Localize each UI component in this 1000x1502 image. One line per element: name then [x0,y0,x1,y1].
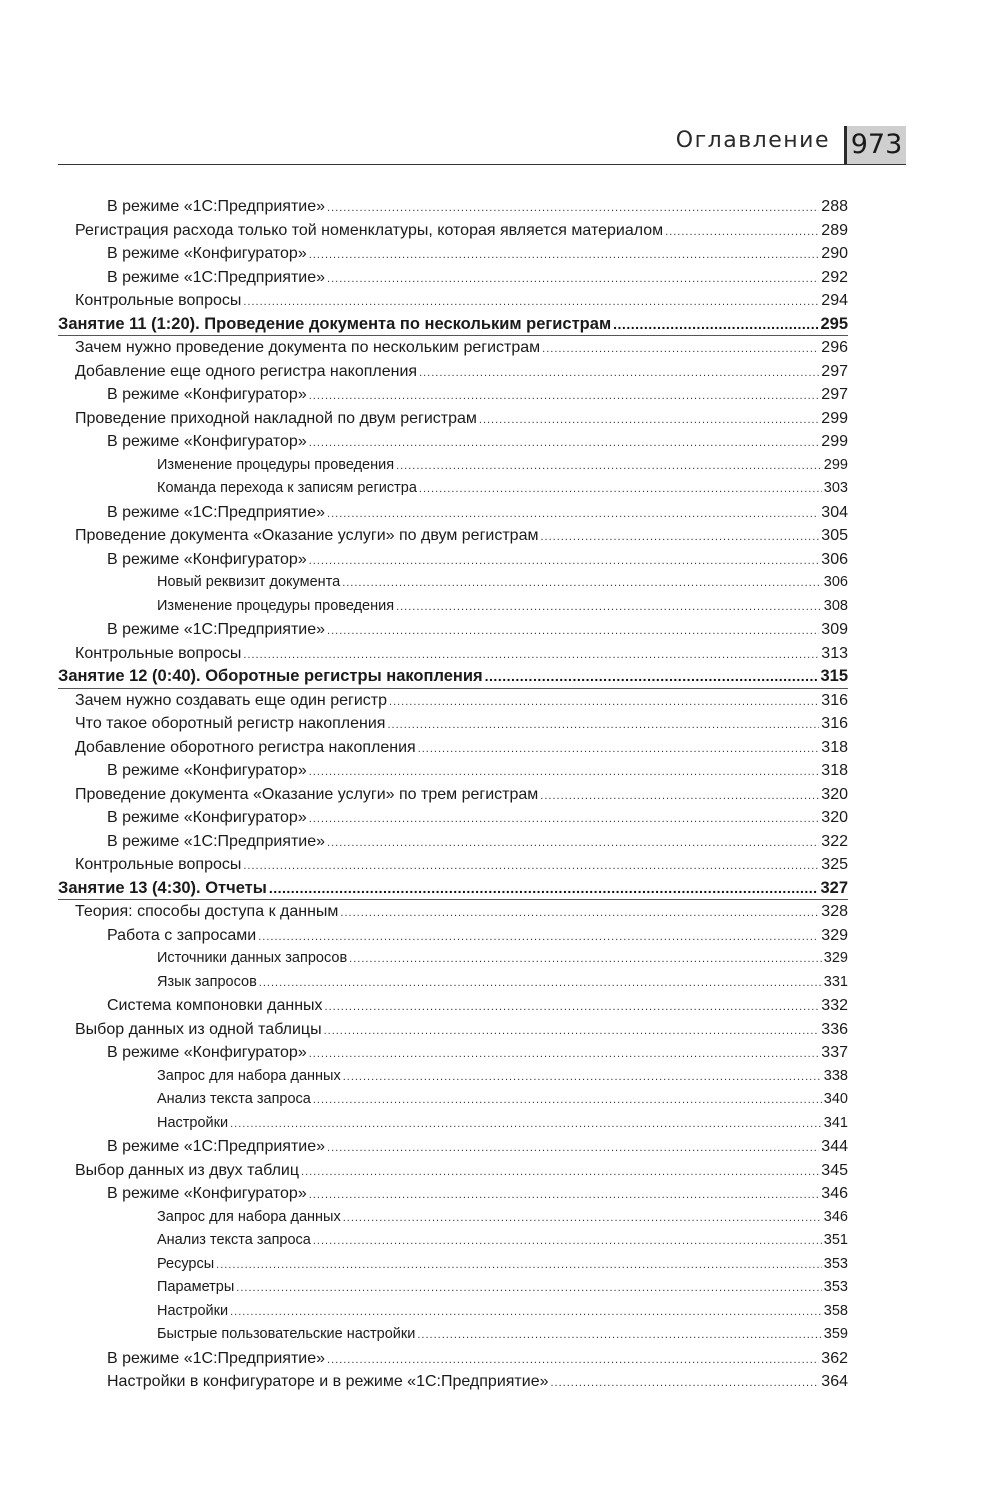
toc-entry-title: Что такое оборотный регистр накопления [75,715,386,732]
toc-entry-page-number: 346 [823,1208,848,1225]
toc-entry-title: В режиме «1С:Предприятие» [107,1138,326,1155]
toc-entry[interactable] [58,1206,848,1230]
toc-entry-title: Настройки [157,1302,229,1319]
dot-leader [485,665,819,689]
toc-entry-title: Добавление еще одного регистра накопления [75,362,418,380]
toc-entry-page-number: 320 [821,785,848,803]
toc-entry[interactable] [58,947,848,971]
toc-entry-title: Регистрация расхода только той номенклатуры, которая является материалом [75,221,664,239]
toc-entry-title: Выбор данных из одной таблицы [75,1020,322,1038]
dot-leader [309,1184,820,1208]
toc-entry-title: Быстрые пользовательские настройки [157,1326,416,1342]
toc-entry[interactable] [58,736,848,760]
toc-entry[interactable] [58,1229,848,1253]
toc-entry-page-number: 304 [821,503,848,521]
toc-entry-page-number: 320 [821,809,848,826]
toc-entry[interactable] [58,1135,848,1159]
dot-leader [550,1372,819,1396]
toc-entry-title: Запрос для набора данных [157,1208,341,1225]
dot-leader [309,432,820,456]
toc-entry[interactable] [58,806,848,830]
toc-entry-title: В режиме «1С:Предприятие» [107,268,326,286]
toc-entry[interactable] [58,1300,848,1324]
toc-entry[interactable] [58,1347,848,1371]
toc-entry[interactable] [58,642,848,666]
toc-entry-title: Изменение процедуры проведения [157,597,395,614]
toc-entry-page-number: 297 [821,386,848,403]
dot-leader [230,1301,822,1325]
toc-entry-title: Зачем нужно создавать еще один регистр [75,691,388,709]
toc-entry[interactable] [58,477,848,501]
dot-leader [387,714,819,738]
toc-entry-page-number: 351 [823,1232,848,1248]
toc-entry-page-number: 315 [820,667,848,685]
toc-entry[interactable] [58,242,848,266]
toc-entry[interactable] [58,336,848,360]
toc-entry-title: Теория: способы доступа к данным [75,903,339,920]
dot-leader [418,738,820,762]
dot-leader [389,691,819,715]
toc-entry-page-number: 325 [821,856,848,873]
toc-entry-title: Ресурсы [157,1255,215,1272]
page-header [58,126,906,166]
toc-entry[interactable] [58,853,848,877]
toc-entry-page-number: 316 [821,691,848,709]
dot-leader [479,409,819,433]
dot-leader [230,1113,822,1137]
toc-entry-title: Проведение документа «Оказание услуги» по трем регистрам [75,785,539,803]
toc-entry-title: Занятие 11 (1:20). Проведение документа по нескольким регистрам [58,314,612,333]
dot-leader [301,1161,819,1185]
toc-entry-title: Запрос для набора данных [157,1067,341,1084]
toc-chapter-entry[interactable] [58,313,848,337]
dot-leader [325,996,820,1020]
toc-entry[interactable] [58,219,848,243]
toc-entry-title: Контрольные вопросы [75,856,242,873]
toc-entry-page-number: 303 [823,480,848,496]
toc-entry-title: Язык запросов [157,973,257,990]
toc-entry-title: Занятие 12 (0:40). Оборотные регистры накопления [58,667,483,685]
toc-entry-title: В режиме «1С:Предприятие» [107,503,326,521]
toc-entry-page-number: 299 [823,456,848,473]
dot-leader [327,197,819,221]
toc-entry-page-number: 296 [821,339,848,356]
toc-entry-title: Источники данных запросов [157,950,348,966]
toc-entry[interactable] [58,1323,848,1347]
toc-entry-page-number: 322 [821,832,848,850]
dot-leader [327,620,819,644]
page-number: 973 [844,126,906,164]
toc-entry-title: В режиме «Конфигуратор» [107,809,307,826]
dot-leader [313,1230,822,1254]
toc-entry[interactable] [58,712,848,736]
toc-entry-title: Зачем нужно проведение документа по нескольким регистрам [75,339,541,356]
toc-entry[interactable] [58,689,848,713]
toc-entry[interactable] [58,383,848,407]
dot-leader [309,244,820,268]
dot-leader [236,1277,822,1301]
toc-entry[interactable] [58,548,848,572]
toc-entry-page-number: 290 [821,245,848,262]
toc-entry[interactable] [58,994,848,1018]
dot-leader [613,313,818,337]
toc-entry[interactable] [58,289,848,313]
toc-entry-title: В режиме «Конфигуратор» [107,245,307,262]
dot-leader [396,455,822,479]
toc-entry[interactable] [58,195,848,219]
toc-entry-page-number: 329 [823,950,848,966]
toc-entry-page-number: 331 [823,973,848,990]
toc-entry-title: Выбор данных из двух таблиц [75,1161,300,1179]
toc-entry[interactable] [58,1370,848,1394]
toc-entry-title: Настройки [157,1114,229,1131]
dot-leader [327,1349,819,1373]
toc-entry[interactable] [58,759,848,783]
toc-entry-title: В режиме «1С:Предприятие» [107,198,326,215]
toc-entry[interactable] [58,1182,848,1206]
dot-leader [327,503,819,527]
toc-entry[interactable] [58,571,848,595]
toc-entry-page-number: 336 [821,1020,848,1038]
toc-entry-page-number: 332 [821,997,848,1014]
toc-entry-title: Анализ текста запроса [157,1232,311,1248]
toc-entry[interactable] [58,1159,848,1183]
toc-entry-page-number: 306 [821,550,848,568]
dot-leader [324,1020,820,1044]
toc-entry-page-number: 341 [823,1114,848,1131]
dot-leader [419,478,822,502]
dot-leader [540,526,819,550]
toc-entry-page-number: 340 [823,1091,848,1107]
toc-entry-title: Контрольные вопросы [75,292,242,309]
toc-entry[interactable] [58,524,848,548]
toc-entry[interactable] [58,924,848,948]
toc-entry-page-number: 364 [821,1373,848,1390]
toc-entry-page-number: 289 [821,221,848,239]
dot-leader [313,1089,822,1113]
toc-entry-page-number: 318 [821,738,848,756]
dot-leader [327,832,819,856]
toc-entry[interactable] [58,1253,848,1277]
toc-entry[interactable] [58,454,848,478]
toc-entry-page-number: 313 [821,644,848,662]
toc-entry-page-number: 299 [821,433,848,450]
toc-entry-page-number: 345 [821,1161,848,1179]
toc-entry-page-number: 299 [821,409,848,427]
toc-entry-page-number: 305 [821,527,848,544]
dot-leader [327,1137,819,1161]
toc-entry-page-number: 362 [821,1349,848,1367]
dot-leader [309,1043,820,1067]
toc-entry-title: Изменение процедуры проведения [157,456,395,473]
toc-entry-page-number: 337 [821,1044,848,1061]
toc-entry[interactable] [58,900,848,924]
dot-leader [309,808,820,832]
toc-entry-title: Система компоновки данных [107,997,323,1014]
toc-entry[interactable] [58,618,848,642]
toc-entry[interactable] [58,407,848,431]
dot-leader [327,268,819,292]
toc-entry-page-number: 295 [820,314,848,333]
table-of-contents [58,195,848,1394]
dot-leader [340,902,819,926]
dot-leader [309,761,820,785]
dot-leader [309,550,820,574]
toc-entry-title: В режиме «Конфигуратор» [107,386,307,403]
toc-entry-page-number: 344 [821,1138,848,1155]
dot-leader [243,644,819,668]
toc-entry-page-number: 318 [821,762,848,779]
toc-entry-page-number: 353 [823,1279,848,1295]
dot-leader [343,1066,822,1090]
toc-entry[interactable] [58,501,848,525]
toc-entry-page-number: 327 [820,878,848,897]
dot-leader [665,221,819,245]
dot-leader [419,362,819,386]
toc-entry-page-number: 294 [821,292,848,309]
dot-leader [269,877,819,901]
dot-leader [243,855,819,879]
toc-entry-page-number: 338 [823,1067,848,1084]
dot-leader [349,948,822,972]
toc-entry[interactable] [58,1018,848,1042]
dot-leader [309,385,820,409]
toc-entry[interactable] [58,1041,848,1065]
page-title: Оглавление [675,128,830,153]
toc-entry-title: В режиме «Конфигуратор» [107,550,307,568]
toc-entry[interactable] [58,1276,848,1300]
toc-chapter-entry[interactable] [58,665,848,689]
toc-entry-title: В режиме «Конфигуратор» [107,762,307,779]
toc-entry-page-number: 353 [823,1255,848,1272]
toc-entry-page-number: 329 [821,926,848,944]
toc-entry-page-number: 359 [823,1326,848,1342]
toc-entry-page-number: 316 [821,715,848,732]
toc-entry-title: Анализ текста запроса [157,1091,311,1107]
toc-entry-page-number: 288 [821,198,848,215]
toc-entry-page-number: 308 [823,597,848,614]
toc-entry[interactable] [58,1112,848,1136]
toc-entry-title: В режиме «Конфигуратор» [107,433,307,450]
toc-entry-title: Новый реквизит документа [157,574,341,590]
toc-entry[interactable] [58,783,848,807]
toc-entry-page-number: 292 [821,268,848,286]
toc-entry-title: Контрольные вопросы [75,644,242,662]
toc-entry-title: Работа с запросами [107,926,257,944]
toc-entry-title: В режиме «1С:Предприятие» [107,832,326,850]
toc-entry-title: Настройки в конфигураторе и в режиме «1С:Предприятие» [107,1373,549,1390]
dot-leader [417,1324,821,1348]
toc-entry-page-number: 306 [823,574,848,590]
dot-leader [258,926,819,950]
dot-leader [343,1207,822,1231]
toc-entry-page-number: 346 [821,1185,848,1202]
toc-entry[interactable] [58,971,848,995]
toc-entry-title: Занятие 13 (4:30). Отчеты [58,878,267,897]
toc-entry-title: В режиме «1С:Предприятие» [107,621,326,638]
toc-entry-page-number: 309 [821,621,848,638]
toc-entry-title: В режиме «Конфигуратор» [107,1044,307,1061]
toc-entry[interactable] [58,360,848,384]
toc-entry-title: Проведение приходной накладной по двум регистрам [75,409,477,427]
toc-entry-title: Команда перехода к записям регистра [157,480,417,496]
toc-entry[interactable] [58,1088,848,1112]
dot-leader [342,572,822,596]
toc-entry-page-number: 328 [821,903,848,920]
toc-entry[interactable] [58,430,848,454]
dot-leader [540,785,819,809]
dot-leader [542,338,819,362]
toc-entry[interactable] [58,266,848,290]
toc-entry[interactable] [58,830,848,854]
dot-leader [243,291,819,315]
dot-leader [216,1254,822,1278]
toc-entry[interactable] [58,1065,848,1089]
toc-entry-title: Параметры [157,1279,235,1295]
toc-entry-title: В режиме «1С:Предприятие» [107,1349,326,1367]
toc-entry-title: Проведение документа «Оказание услуги» по двум регистрам [75,527,539,544]
dot-leader [259,972,822,996]
toc-entry-page-number: 297 [821,362,848,380]
toc-entry-title: В режиме «Конфигуратор» [107,1185,307,1202]
header-rule [58,164,906,165]
toc-entry-title: Добавление оборотного регистра накопления [75,738,416,756]
toc-entry-page-number: 358 [823,1302,848,1319]
dot-leader [396,596,822,620]
toc-chapter-entry[interactable] [58,877,848,901]
toc-entry[interactable] [58,595,848,619]
